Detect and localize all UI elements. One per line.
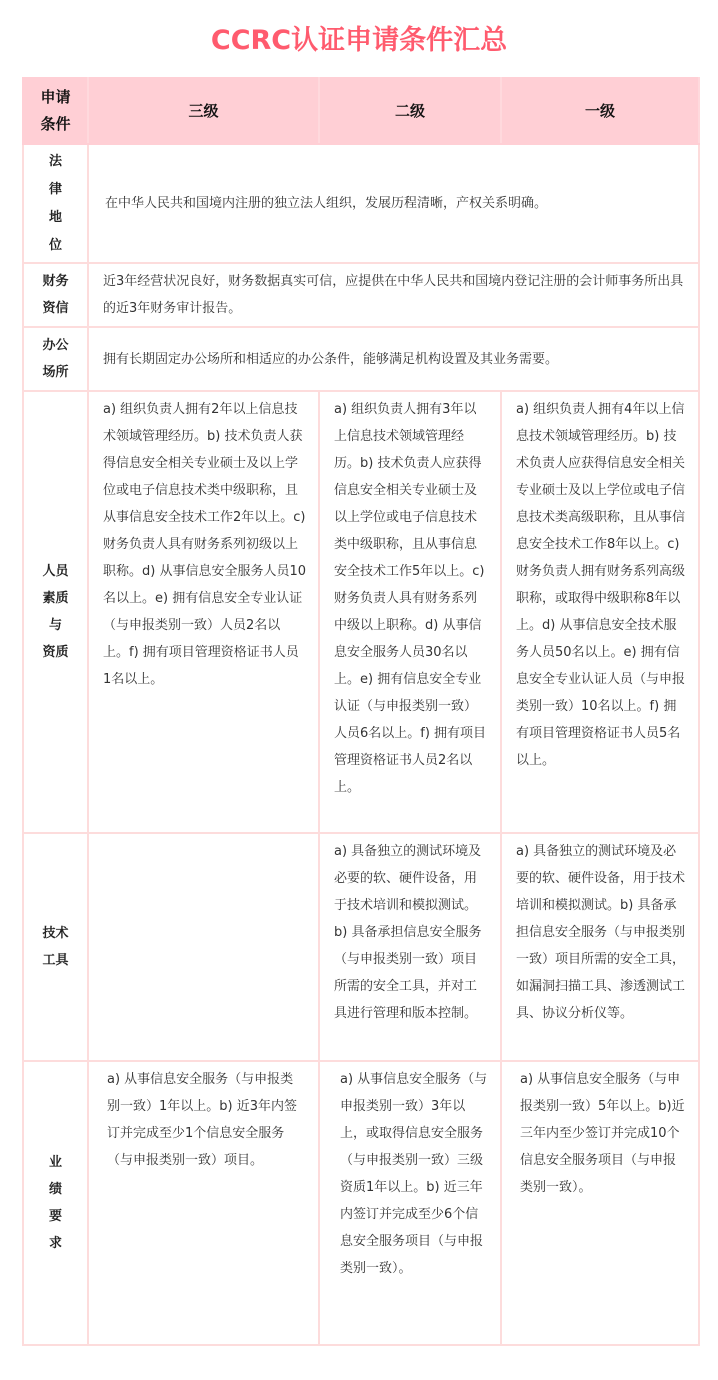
table-row-office [23,327,699,391]
performance-level1: a) 从事信息安全服务（与申报类别一致）5年以上。b)近三年内至少签订并完成10个信息安全服务项目（与申报类别一致）。 [501,1061,699,1345]
page-title: CCRC认证申请条件汇总 [210,25,508,56]
legal-status-content: 在中华人民共和国境内注册的独立法人组织，发展历程清晰，产权关系明确。 [88,144,699,263]
label-char: 地 [48,209,62,225]
tools-level3 [88,833,319,1061]
table-header-row [23,78,699,144]
header-condition-line: 条件 [40,115,71,133]
label-line: 资质 [42,645,69,660]
performance-level2: a) 从事信息安全服务（与申报类别一致）3年以上，或取得信息安全服务（与申报类别一致）三级资质1年以上。b) 近三年内签订并完成至少6个信息安全服务项目（与申报类别一致）。 [319,1061,501,1345]
label-line: 素质 [42,591,69,606]
table-row-staff [23,391,699,833]
header-level2: 二级 [319,78,501,144]
header-condition [23,78,88,144]
label-line: 技术 [42,926,69,941]
label-char: 法 [48,153,62,169]
tools-level1: a) 具备独立的测试环境及必要的软、硬件设备，用于技术培训和模拟测试。b) 具备承担信息安全服务（与申报类别一致）项目所需的安全工具，如漏洞扫描工具、渗透测试工具、协议分析仪等。 [501,833,699,1061]
finance-content: 近3年经营状况良好，财务数据真实可信，应提供在中华人民共和国境内登记注册的会计师事务所出具的近3年财务审计报告。 [88,263,699,327]
row-label-performance [23,1061,88,1345]
label-line: 场所 [42,365,69,380]
tools-level2: a) 具备独立的测试环境及必要的软、硬件设备，用于技术培训和模拟测试。b) 具备承担信息安全服务（与申报类别一致）项目所需的安全工具，并对工具进行管理和版本控制。 [319,833,501,1061]
label-line: 办公 [42,338,69,353]
header-level3: 三级 [88,78,319,144]
row-label-tools [23,833,88,1061]
label-line: 财务 [42,274,69,289]
label-char: 求 [48,1236,62,1251]
label-char: 业 [48,1155,62,1170]
staff-level3: a) 组织负责人拥有2年以上信息技术领域管理经历。b) 技术负责人获得信息安全相关专业硕士及以上学位或电子信息技术类中级职称，且从事信息安全技术工作2年以上。c) 财务负责人具有财务系列初级以上职称。d) 从事信息安全服务人员10名以上。e) 拥有信息安全专业认证（与申报类别一致）人员2名以上。f) 拥有项目管理资格证书人员1名以上。 [88,391,319,833]
label-char: 位 [48,237,62,253]
table-row-tools [23,833,699,1061]
label-char: 绩 [48,1182,62,1197]
label-line: 人员 [42,564,69,579]
label-line: 与 [48,618,62,633]
label-char: 要 [48,1209,62,1224]
row-label-staff [23,391,88,833]
table-row-finance [23,263,699,327]
label-char: 律 [48,181,62,197]
office-content: 拥有长期固定办公场所和相适应的办公条件，能够满足机构设置及其业务需要。 [88,327,699,391]
requirements-table [22,77,700,1346]
table-row-performance [23,1061,699,1345]
row-label-legal-status [23,144,88,263]
label-line: 资信 [42,301,69,316]
row-label-finance [23,263,88,327]
header-condition-line: 申请 [40,88,71,106]
header-level1: 一级 [501,78,699,144]
table-row-legal-status [23,144,699,263]
label-line: 工具 [42,953,69,968]
row-label-office [23,327,88,391]
staff-level1: a) 组织负责人拥有4年以上信息技术领域管理经历。b) 技术负责人应获得信息安全相关专业硕士及以上学位或电子信息技术类高级职称，且从事信息安全技术工作8年以上。c) 财务负责人拥有财务系列高级职称，或取得中级职称8年以上。d) 从事信息安全技术服务人员50名以上。e) 拥有信息安全专业认证人员（与申报类别一致）10名以上。f) 拥有项目管理资格证书人员5名以上。 [501,391,699,833]
performance-level3: a) 从事信息安全服务（与申报类别一致）1年以上。b) 近3年内签订并完成至少1个信息安全服务（与申报类别一致）项目。 [88,1061,319,1345]
staff-level2: a) 组织负责人拥有3年以上信息技术领域管理经历。b) 技术负责人应获得信息安全相关专业硕士及以上学位或电子信息技术类中级职称，且从事信息安全技术工作5年以上。c) 财务负责人具有财务系列中级以上职称。d) 从事信息安全服务人员30名以上。e) 拥有信息安全专业认证（与申报类别一致）人员6名以上。f) 拥有项目管理资格证书人员2名以上。 [319,391,501,833]
